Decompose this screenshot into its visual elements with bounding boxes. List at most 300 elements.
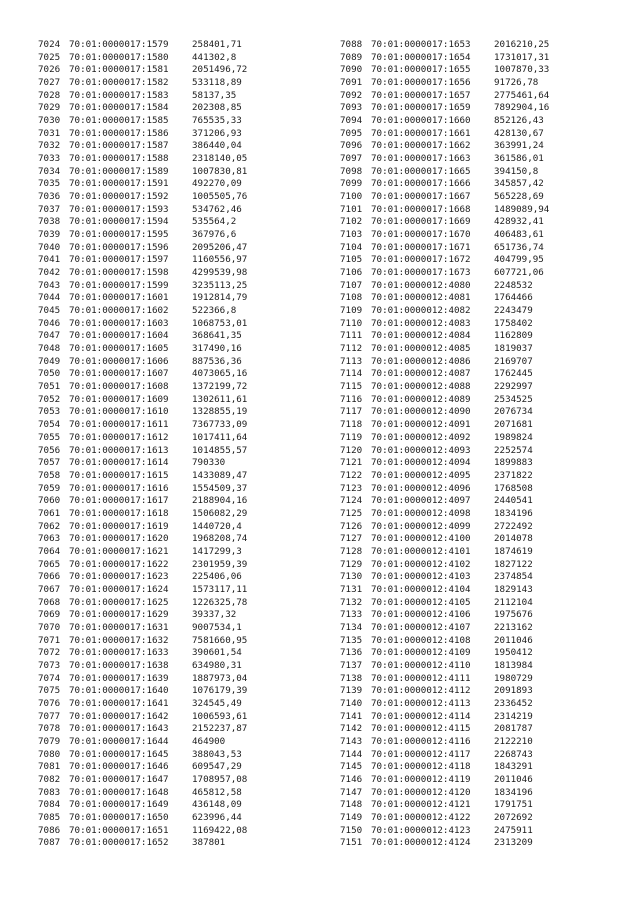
cadastral-number: 70:01:0000017:1639 [69,672,169,684]
row-number: 7070 [38,621,61,633]
table-row [38,140,278,153]
cadastral-value: 1791751 [494,799,533,811]
cadastral-value: 394150,8 [494,165,539,177]
cadastral-value: 609547,29 [192,761,242,773]
table-row [340,495,580,508]
cadastral-value: 1506082,29 [192,507,248,519]
row-number: 7117 [340,406,363,418]
cadastral-number: 70:01:0000012:4108 [371,634,471,646]
row-number: 7089 [340,51,363,63]
cadastral-number: 70:01:0000012:4083 [371,317,471,329]
cadastral-value: 345857,42 [494,178,544,190]
row-number: 7081 [38,761,61,773]
row-number: 7074 [38,672,61,684]
row-number: 7140 [340,697,363,709]
cadastral-number: 70:01:0000017:1607 [69,368,169,380]
table-row [38,761,278,774]
cadastral-number: 70:01:0000017:1604 [69,330,169,342]
row-number: 7059 [38,482,61,494]
table-row [38,216,278,229]
cadastral-value: 1708957,08 [192,773,248,785]
row-number: 7037 [38,203,61,215]
table-row [38,64,278,77]
table-row [340,622,580,635]
cadastral-value: 225406,06 [192,571,242,583]
row-number: 7116 [340,393,363,405]
cadastral-number: 70:01:0000017:1599 [69,279,169,291]
cadastral-value: 202308,85 [192,102,242,114]
table-row [38,483,278,496]
row-number: 7025 [38,51,61,63]
cadastral-value: 1950412 [494,647,533,659]
cadastral-value: 9007534,1 [192,621,242,633]
cadastral-number: 70:01:0000012:4091 [371,419,471,431]
row-number: 7120 [340,444,363,456]
row-number: 7066 [38,571,61,583]
cadastral-number: 70:01:0000012:4115 [371,723,471,735]
table-row [38,90,278,103]
row-number: 7142 [340,723,363,735]
cadastral-value: 1912814,79 [192,292,248,304]
row-number: 7143 [340,735,363,747]
cadastral-number: 70:01:0000017:1646 [69,761,169,773]
cadastral-value: 651736,74 [494,241,544,253]
table-row [38,622,278,635]
table-row [340,242,580,255]
row-number: 7108 [340,292,363,304]
row-number: 7032 [38,140,61,152]
cadastral-number: 70:01:0000017:1597 [69,254,169,266]
table-row [340,191,580,204]
cadastral-number: 70:01:0000017:1594 [69,216,169,228]
table-row [340,128,580,141]
table-row [38,508,278,521]
cadastral-number: 70:01:0000017:1631 [69,621,169,633]
row-number: 7093 [340,102,363,114]
cadastral-value: 361586,01 [494,153,544,165]
cadastral-number: 70:01:0000017:1661 [371,127,471,139]
row-number: 7075 [38,685,61,697]
row-number: 7084 [38,799,61,811]
row-number: 7045 [38,305,61,317]
cadastral-value: 2169707 [494,355,533,367]
cadastral-number: 70:01:0000017:1656 [371,77,471,89]
cadastral-value: 2336452 [494,697,533,709]
cadastral-value: 1887973,04 [192,672,248,684]
cadastral-number: 70:01:0000017:1671 [371,241,471,253]
table-row [38,191,278,204]
row-number: 7068 [38,596,61,608]
cadastral-value: 1302611,61 [192,393,248,405]
row-number: 7057 [38,457,61,469]
cadastral-number: 70:01:0000012:4085 [371,343,471,355]
cadastral-number: 70:01:0000017:1612 [69,431,169,443]
cadastral-value: 386440,04 [192,140,242,152]
table-row [38,749,278,762]
row-number: 7050 [38,368,61,380]
row-number: 7079 [38,735,61,747]
table-row [38,736,278,749]
cadastral-number: 70:01:0000017:1586 [69,127,169,139]
cadastral-value: 1014855,57 [192,444,248,456]
table-row [38,254,278,267]
cadastral-value: 1007830,81 [192,165,248,177]
row-number: 7078 [38,723,61,735]
table-row [340,609,580,622]
cadastral-number: 70:01:0000017:1641 [69,697,169,709]
table-row [340,559,580,572]
cadastral-value: 765535,33 [192,115,242,127]
cadastral-number: 70:01:0000017:1598 [69,267,169,279]
cadastral-value: 367976,6 [192,229,237,241]
table-row [38,128,278,141]
row-number: 7096 [340,140,363,152]
cadastral-value: 317490,16 [192,343,242,355]
row-number: 7058 [38,469,61,481]
cadastral-value: 1980729 [494,672,533,684]
cadastral-number: 70:01:0000012:4124 [371,837,471,849]
table-row [38,774,278,787]
cadastral-number: 70:01:0000017:1652 [69,837,169,849]
table-row [340,343,580,356]
table-row [340,571,580,584]
cadastral-number: 70:01:0000012:4086 [371,355,471,367]
table-row [38,77,278,90]
cadastral-number: 70:01:0000017:1654 [371,51,471,63]
cadastral-value: 2268743 [494,748,533,760]
table-row [340,799,580,812]
cadastral-number: 70:01:0000012:4122 [371,811,471,823]
cadastral-number: 70:01:0000017:1653 [371,39,471,50]
cadastral-value: 1768508 [494,482,533,494]
cadastral-number: 70:01:0000017:1625 [69,596,169,608]
row-number: 7082 [38,773,61,785]
cadastral-number: 70:01:0000012:4102 [371,558,471,570]
row-number: 7091 [340,77,363,89]
row-number: 7125 [340,507,363,519]
table-row [38,635,278,648]
cadastral-number: 70:01:0000017:1649 [69,799,169,811]
row-number: 7110 [340,317,363,329]
cadastral-number: 70:01:0000017:1606 [69,355,169,367]
row-number: 7139 [340,685,363,697]
row-number: 7122 [340,469,363,481]
cadastral-number: 70:01:0000017:1651 [69,824,169,836]
table-row [340,204,580,217]
cadastral-number: 70:01:0000017:1640 [69,685,169,697]
row-number: 7127 [340,533,363,545]
table-row [38,115,278,128]
row-number: 7033 [38,153,61,165]
table-row [340,406,580,419]
cadastral-value: 2243479 [494,305,533,317]
table-row [340,115,580,128]
row-number: 7036 [38,191,61,203]
row-number: 7107 [340,279,363,291]
cadastral-number: 70:01:0000017:1616 [69,482,169,494]
cadastral-number: 70:01:0000012:4111 [371,672,471,684]
cadastral-number: 70:01:0000017:1596 [69,241,169,253]
row-number: 7113 [340,355,363,367]
table-row [340,368,580,381]
table-row [340,381,580,394]
cadastral-value: 1417299,3 [192,545,242,557]
cadastral-value: 2112104 [494,596,533,608]
row-number: 7104 [340,241,363,253]
table-row [340,216,580,229]
table-row [340,445,580,458]
row-number: 7092 [340,89,363,101]
row-number: 7067 [38,583,61,595]
cadastral-value: 2081787 [494,723,533,735]
row-number: 7135 [340,634,363,646]
cadastral-value: 1433089,47 [192,469,248,481]
cadastral-number: 70:01:0000012:4103 [371,571,471,583]
cadastral-number: 70:01:0000017:1643 [69,723,169,735]
table-row [38,39,278,52]
cadastral-value: 436148,09 [192,799,242,811]
cadastral-number: 70:01:0000012:4098 [371,507,471,519]
cadastral-value: 2722492 [494,520,533,532]
table-row [38,292,278,305]
cadastral-number: 70:01:0000017:1583 [69,89,169,101]
table-row [340,825,580,838]
cadastral-value: 363991,24 [494,140,544,152]
cadastral-value: 1007870,33 [494,64,550,76]
cadastral-value: 1328855,19 [192,406,248,418]
row-number: 7071 [38,634,61,646]
cadastral-number: 70:01:0000012:4107 [371,621,471,633]
table-row [38,267,278,280]
cadastral-number: 70:01:0000017:1638 [69,659,169,671]
table-row [340,77,580,90]
cadastral-number: 70:01:0000012:4112 [371,685,471,697]
cadastral-value: 2152237,87 [192,723,248,735]
cadastral-number: 70:01:0000017:1618 [69,507,169,519]
table-row [340,470,580,483]
cadastral-value: 1573117,11 [192,583,248,595]
table-row [340,140,580,153]
row-number: 7080 [38,748,61,760]
cadastral-number: 70:01:0000017:1663 [371,153,471,165]
cadastral-value: 1764466 [494,292,533,304]
table-row [340,90,580,103]
row-number: 7028 [38,89,61,101]
table-row [340,787,580,800]
cadastral-number: 70:01:0000017:1665 [371,165,471,177]
table-row [38,394,278,407]
cadastral-number: 70:01:0000012:4123 [371,824,471,836]
table-row [38,204,278,217]
table-row [340,483,580,496]
row-number: 7047 [38,330,61,342]
cadastral-number: 70:01:0000017:1645 [69,748,169,760]
cadastral-number: 70:01:0000012:4093 [371,444,471,456]
row-number: 7044 [38,292,61,304]
cadastral-value: 2475911 [494,824,533,836]
cadastral-number: 70:01:0000012:4092 [371,431,471,443]
cadastral-value: 492270,09 [192,178,242,190]
cadastral-number: 70:01:0000017:1580 [69,51,169,63]
table-row [38,166,278,179]
cadastral-number: 70:01:0000017:1666 [371,178,471,190]
cadastral-value: 2014078 [494,533,533,545]
table-row [38,723,278,736]
cadastral-number: 70:01:0000017:1608 [69,381,169,393]
row-number: 7132 [340,596,363,608]
cadastral-value: 1975676 [494,609,533,621]
row-number: 7145 [340,761,363,773]
table-row [340,457,580,470]
cadastral-number: 70:01:0000012:4120 [371,786,471,798]
cadastral-number: 70:01:0000012:4084 [371,330,471,342]
cadastral-value: 1017411,64 [192,431,248,443]
table-row [38,584,278,597]
table-row [38,432,278,445]
cadastral-value: 623996,44 [192,811,242,823]
cadastral-value: 1899883 [494,457,533,469]
cadastral-number: 70:01:0000017:1667 [371,191,471,203]
row-number: 7063 [38,533,61,545]
cadastral-value: 2440541 [494,495,533,507]
table-row [38,368,278,381]
cadastral-value: 1834196 [494,786,533,798]
cadastral-number: 70:01:0000017:1584 [69,102,169,114]
cadastral-value: 39337,32 [192,609,237,621]
row-number: 7144 [340,748,363,760]
cadastral-value: 7892904,16 [494,102,550,114]
table-row [38,559,278,572]
table-row [340,698,580,711]
table-row [38,381,278,394]
table-row [38,52,278,65]
table-row [340,647,580,660]
cadastral-number: 70:01:0000017:1624 [69,583,169,595]
cadastral-number: 70:01:0000017:1622 [69,558,169,570]
row-number: 7056 [38,444,61,456]
table-row [38,242,278,255]
cadastral-number: 70:01:0000012:4113 [371,697,471,709]
table-row [340,837,580,850]
cadastral-value: 534762,46 [192,203,242,215]
cadastral-number: 70:01:0000017:1660 [371,115,471,127]
cadastral-number: 70:01:0000012:4106 [371,609,471,621]
row-number: 7038 [38,216,61,228]
row-number: 7126 [340,520,363,532]
row-number: 7065 [38,558,61,570]
table-row [38,521,278,534]
cadastral-number: 70:01:0000012:4117 [371,748,471,760]
cadastral-number: 70:01:0000012:4109 [371,647,471,659]
table-row [38,229,278,242]
row-number: 7141 [340,710,363,722]
cadastral-number: 70:01:0000012:4097 [371,495,471,507]
row-number: 7119 [340,431,363,443]
cadastral-value: 1440720,4 [192,520,242,532]
cadastral-number: 70:01:0000012:4116 [371,735,471,747]
cadastral-value: 390601,54 [192,647,242,659]
cadastral-number: 70:01:0000012:4090 [371,406,471,418]
row-number: 7054 [38,419,61,431]
table-row [340,812,580,825]
table-row [38,799,278,812]
row-number: 7121 [340,457,363,469]
row-number: 7124 [340,495,363,507]
cadastral-value: 2534525 [494,393,533,405]
cadastral-value: 1989824 [494,431,533,443]
cadastral-number: 70:01:0000012:4081 [371,292,471,304]
cadastral-number: 70:01:0000017:1621 [69,545,169,557]
row-number: 7105 [340,254,363,266]
cadastral-value: 790330 [192,457,226,469]
row-number: 7064 [38,545,61,557]
table-row [38,495,278,508]
cadastral-value: 533118,89 [192,77,242,89]
cadastral-number: 70:01:0000017:1620 [69,533,169,545]
cadastral-number: 70:01:0000017:1602 [69,305,169,317]
cadastral-number: 70:01:0000017:1591 [69,178,169,190]
row-number: 7103 [340,229,363,241]
cadastral-number: 70:01:0000017:1613 [69,444,169,456]
cadastral-number: 70:01:0000017:1601 [69,292,169,304]
cadastral-value: 2051496,72 [192,64,248,76]
table-row [38,597,278,610]
cadastral-number: 70:01:0000017:1632 [69,634,169,646]
table-row [340,711,580,724]
cadastral-number: 70:01:0000012:4110 [371,659,471,671]
row-number: 7128 [340,545,363,557]
cadastral-value: 7367733,09 [192,419,248,431]
cadastral-value: 634980,31 [192,659,242,671]
cadastral-number: 70:01:0000012:4100 [371,533,471,545]
row-number: 7029 [38,102,61,114]
row-number: 7137 [340,659,363,671]
cadastral-value: 406483,61 [494,229,544,241]
row-number: 7101 [340,203,363,215]
cadastral-value: 852126,43 [494,115,544,127]
row-number: 7149 [340,811,363,823]
cadastral-value: 4299539,98 [192,267,248,279]
table-row [38,153,278,166]
table-row [38,660,278,673]
row-number: 7073 [38,659,61,671]
right-column [340,39,580,850]
cadastral-number: 70:01:0000012:4096 [371,482,471,494]
cadastral-value: 535564,2 [192,216,237,228]
table-row [340,280,580,293]
table-row [340,178,580,191]
row-number: 7052 [38,393,61,405]
cadastral-number: 70:01:0000017:1650 [69,811,169,823]
row-number: 7138 [340,672,363,684]
cadastral-number: 70:01:0000017:1581 [69,64,169,76]
cadastral-value: 1762445 [494,368,533,380]
cadastral-value: 258401,71 [192,39,242,50]
cadastral-value: 2371822 [494,469,533,481]
row-number: 7069 [38,609,61,621]
row-number: 7114 [340,368,363,380]
cadastral-value: 2188904,16 [192,495,248,507]
table-row [340,102,580,115]
cadastral-value: 368641,35 [192,330,242,342]
cadastral-value: 2122210 [494,735,533,747]
table-row [38,457,278,470]
row-number: 7134 [340,621,363,633]
cadastral-value: 887536,36 [192,355,242,367]
cadastral-value: 2292997 [494,381,533,393]
table-row [38,825,278,838]
cadastral-value: 1076179,39 [192,685,248,697]
